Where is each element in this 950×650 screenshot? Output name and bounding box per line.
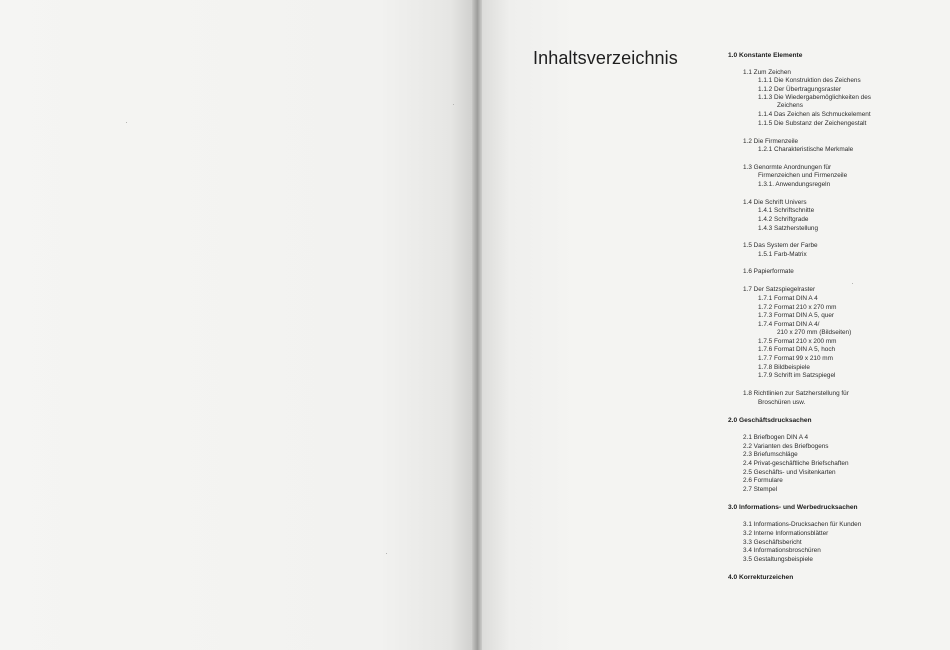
right-page [482, 0, 950, 650]
toc-entry: 1.1 Zum Zeichen [743, 69, 791, 76]
toc-entry: 1.4.2 Schriftgrade [758, 216, 809, 223]
toc-entry: 1.7.1 Format DIN A 4 [758, 295, 818, 302]
toc-entry: 210 x 270 mm (Bildseiten) [777, 329, 852, 336]
toc-entry: 3.1 Informations-Drucksachen für Kunden [743, 521, 862, 528]
toc-entry: 1.1.4 Das Zeichen als Schmuckelement [758, 111, 871, 118]
toc-entry: 1.7.2 Format 210 x 270 mm [758, 304, 837, 311]
toc-entry: 1.6 Papierformate [743, 268, 794, 275]
toc-entry: 2.3 Briefumschläge [743, 451, 798, 458]
toc-entry: 1.5.1 Farb-Matrix [758, 251, 807, 258]
toc-entry: Broschüren usw. [758, 399, 806, 406]
toc-entry: 1.7.6 Format DIN A 5, hoch [758, 346, 836, 353]
toc-entry: 1.5 Das System der Farbe [743, 242, 818, 249]
toc-entry: 1.7.4 Format DIN A 4/ [758, 321, 820, 328]
toc-entry: 1.1.1 Die Konstruktion des Zeichens [758, 77, 861, 84]
toc-entry: 1.7.8 Bildbeispiele [758, 364, 810, 371]
toc-entry: 3.3 Geschäftsbericht [743, 539, 802, 546]
toc-entry: Firmenzeichen und Firmenzeile [758, 172, 848, 179]
page-title: Inhaltsverzeichnis [533, 48, 678, 68]
toc-entry: 1.3 Genormte Anordnungen für [743, 164, 832, 171]
toc-chapter-heading: 4.0 Korrekturzeichen [728, 574, 794, 581]
toc-chapter-heading: 3.0 Informations- und Werbedrucksachen [728, 504, 858, 511]
toc-entry: 1.3.1. Anwendungsregeln [758, 181, 831, 188]
toc-entry: 1.1.5 Die Substanz der Zeichengestalt [758, 120, 867, 127]
toc-entry: 1.1.2 Der Übertragungsraster [758, 86, 842, 93]
toc-chapter-heading: 2.0 Geschäftsdrucksachen [728, 417, 812, 424]
toc-entry: 2.7 Stempel [743, 486, 778, 493]
toc-entry: 1.2 Die Firmenzeile [743, 138, 799, 145]
toc-entry: 1.7.7 Format 99 x 210 mm [758, 355, 833, 362]
toc-entry: 1.4.3 Satzherstellung [758, 225, 819, 232]
toc-entry: 2.4 Privat-geschäftliche Briefschaften [743, 460, 849, 467]
toc-entry: 1.7.3 Format DIN A 5, quer [758, 312, 835, 319]
toc-entry: 1.4 Die Schrift Univers [743, 199, 807, 206]
toc-entry: 1.7.9 Schrift im Satzspiegel [758, 372, 836, 379]
toc-entry: 1.8 Richtlinien zur Satzherstellung für [743, 390, 849, 397]
toc-entry: 3.4 Informationsbroschüren [743, 547, 821, 554]
toc-entry: 2.1 Briefbogen DIN A 4 [743, 434, 809, 441]
toc-entry: 2.2 Varianten des Briefbogens [743, 443, 829, 450]
toc-entry: 1.7 Der Satzspiegelraster [743, 286, 816, 293]
toc-entry: 1.2.1 Charakteristische Merkmale [758, 146, 854, 153]
toc-entry: 3.5 Gestaltungsbeispiele [743, 556, 813, 563]
toc-chapter-heading: 1.0 Konstante Elemente [728, 52, 803, 59]
toc-entry: Zeichens [777, 102, 803, 109]
toc-entry: 2.6 Formulare [743, 477, 783, 484]
toc-entry: 1.7.5 Format 210 x 200 mm [758, 338, 837, 345]
toc-entry: 1.4.1 Schriftschnitte [758, 207, 815, 214]
toc-entry: 1.1.3 Die Wiedergabemöglichkeiten des [758, 94, 871, 101]
toc-entry: 2.5 Geschäfts- und Visitenkarten [743, 469, 836, 476]
toc-entry: 3.2 Interne Informationsblätter [743, 530, 829, 537]
left-page [0, 0, 474, 650]
